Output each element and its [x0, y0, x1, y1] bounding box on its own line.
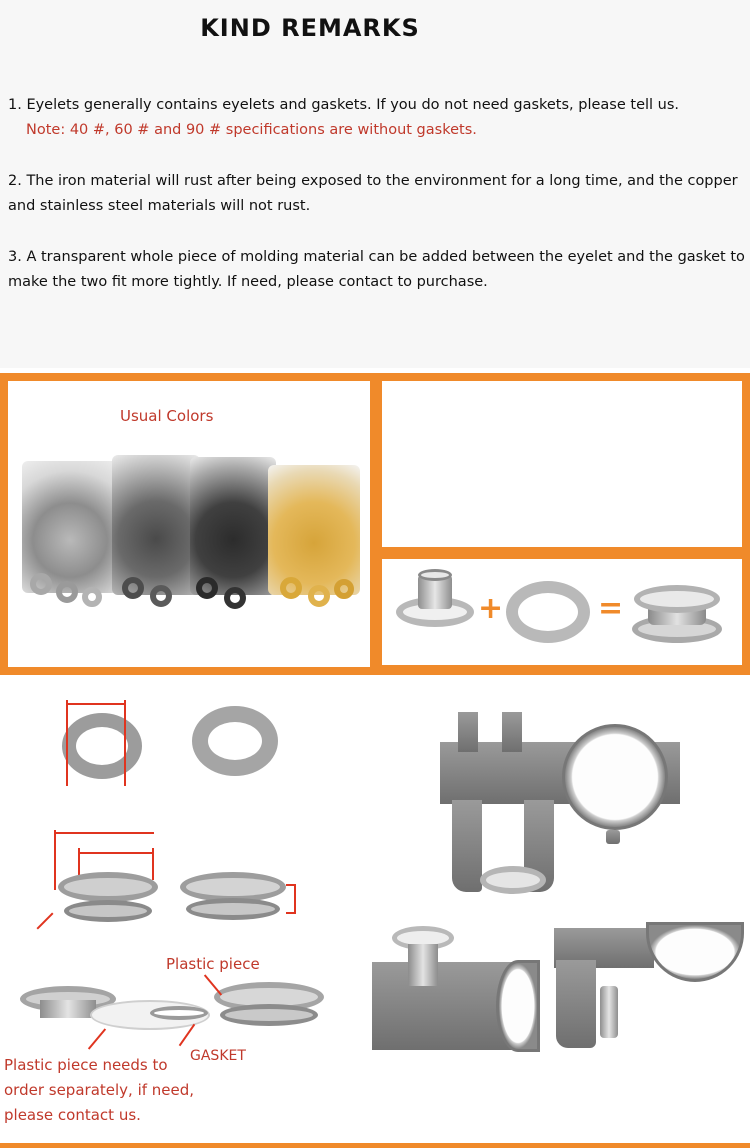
remark-item-2-line-2: and stainless steel materials will not rust. [8, 198, 311, 214]
page-title: KIND REMARKS [200, 14, 420, 42]
assembly-equation-panel [382, 559, 742, 665]
remark-item-3-line-2: make the two fit more tightly. If need, please contact to purchase. [8, 274, 488, 290]
product-frame [0, 373, 750, 675]
gasket-label: GASKET [190, 1048, 246, 1064]
plastic-note-line-3: please contact us. [4, 1106, 141, 1124]
kind-remarks-section [0, 0, 750, 368]
blank-panel [382, 381, 742, 547]
plastic-piece-label: Plastic piece [166, 955, 260, 973]
gasket-shape [150, 1006, 208, 1020]
plastic-note-line-1: Plastic piece needs to [4, 1056, 168, 1074]
remark-item-3-line-1: 3. A transparent whole piece of molding material can be added between the eyelet and the gasket to [8, 249, 745, 265]
eyelet-top-view-measured [62, 713, 142, 779]
usual-colors-panel [8, 381, 370, 667]
dial-gauge [562, 724, 668, 830]
usual-colors-label: Usual Colors [120, 407, 214, 425]
gasket-photo [506, 581, 590, 643]
remark-item-1: 1. Eyelets generally contains eyelets and gaskets. If you do not need gaskets, please tell us. [8, 97, 680, 113]
plastic-note-line-2: order separately, if need, [4, 1081, 195, 1099]
remark-item-1-note: Note: 40 #, 60 # and 90 # specifications are without gaskets. [26, 122, 477, 138]
remark-item-2-line-1: 2. The iron material will rust after being exposed to the environment for a long time, and the copper [8, 173, 738, 189]
equals-sign: = [598, 591, 624, 626]
eyelet-top-view [192, 706, 278, 776]
bottom-accent-line [0, 1143, 750, 1148]
plus-sign: + [478, 591, 504, 626]
